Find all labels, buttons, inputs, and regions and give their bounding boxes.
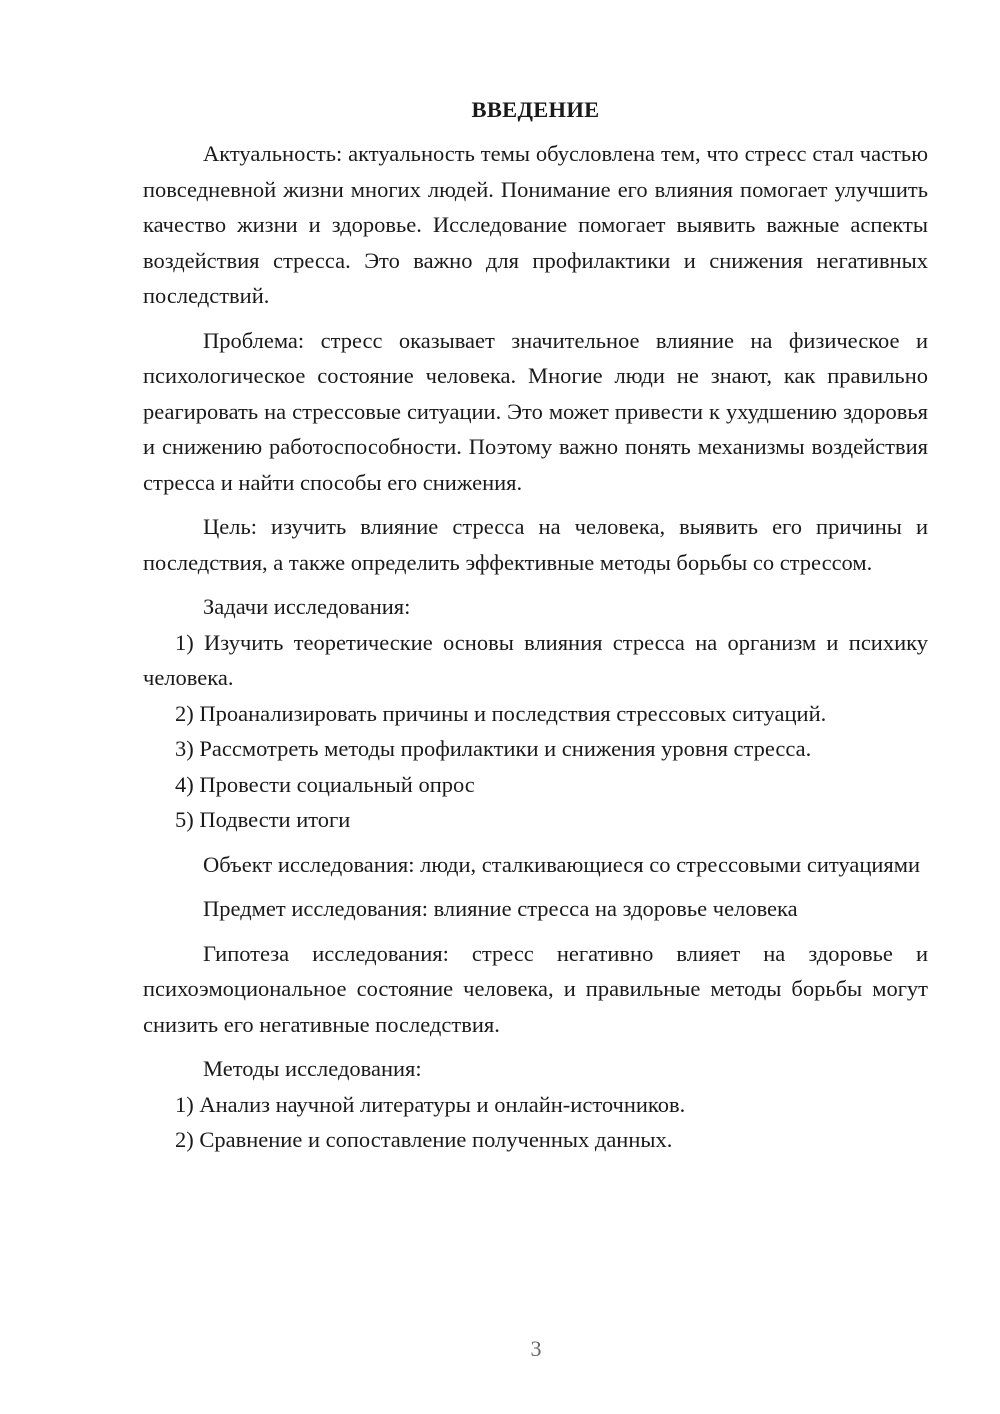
task-item-4: 4) Провести социальный опрос <box>175 771 475 797</box>
method-item-2: 2) Сравнение и сопоставление полученных данных. <box>175 1127 673 1152</box>
methods-heading: Методы исследования: <box>203 1056 422 1081</box>
hypothesis-paragraph: Гипотеза исследования: стресс негативно влияет на здоровье и психоэмоциональное состояние человека, и правильные методы борьбы могут снизить его негативные последствия. <box>143 940 928 1037</box>
relevance-paragraph: Актуальность: актуальность темы обусловлена тем, что стресс стал частью повседневной жизни многих людей. Понимание его влияния помогает улучшить качество жизни и здоровье. Исследование помогает выявить важные аспекты воздействия стресса. Это важно для профилактики и снижения негативных последствий. <box>143 141 928 308</box>
object-paragraph: Объект исследования: люди, сталкивающиеся со стрессовыми ситуациями <box>203 851 921 877</box>
document-page <box>143 95 928 1158</box>
problem-paragraph: Проблема: стресс оказывает значительное влияние на физическое и психологическое состояние человека. Многие люди не знают, как правильно реагировать на стрессовые ситуации. Это может привести к ухудшению здоровья и снижению работоспособности. Поэтому важно понять механизмы воздействия стресса и найти способы его снижения. <box>143 327 928 495</box>
method-item-1: 1) Анализ научной литературы и онлайн-источников. <box>175 1091 686 1117</box>
subject-paragraph: Предмет исследования: влияние стресса на здоровье человека <box>203 896 798 921</box>
task-item-2: 2) Проанализировать причины и последствия стрессовых ситуаций. <box>175 700 827 726</box>
goal-paragraph: Цель: изучить влияние стресса на человека, выявить его причины и последствия, а также определить эффективные методы борьбы со стрессом. <box>143 514 928 575</box>
page-number: 3 <box>530 1336 542 1361</box>
task-item-1: 1) Изучить теоретические основы влияния стресса на организм и психику человека. <box>143 629 928 690</box>
task-item-3: 3) Рассмотреть методы профилактики и снижения уровня стресса. <box>175 736 812 761</box>
task-item-5: 5) Подвести итоги <box>175 807 351 832</box>
page-title: ВВЕДЕНИЕ <box>471 97 600 122</box>
tasks-heading: Задачи исследования: <box>203 594 411 619</box>
